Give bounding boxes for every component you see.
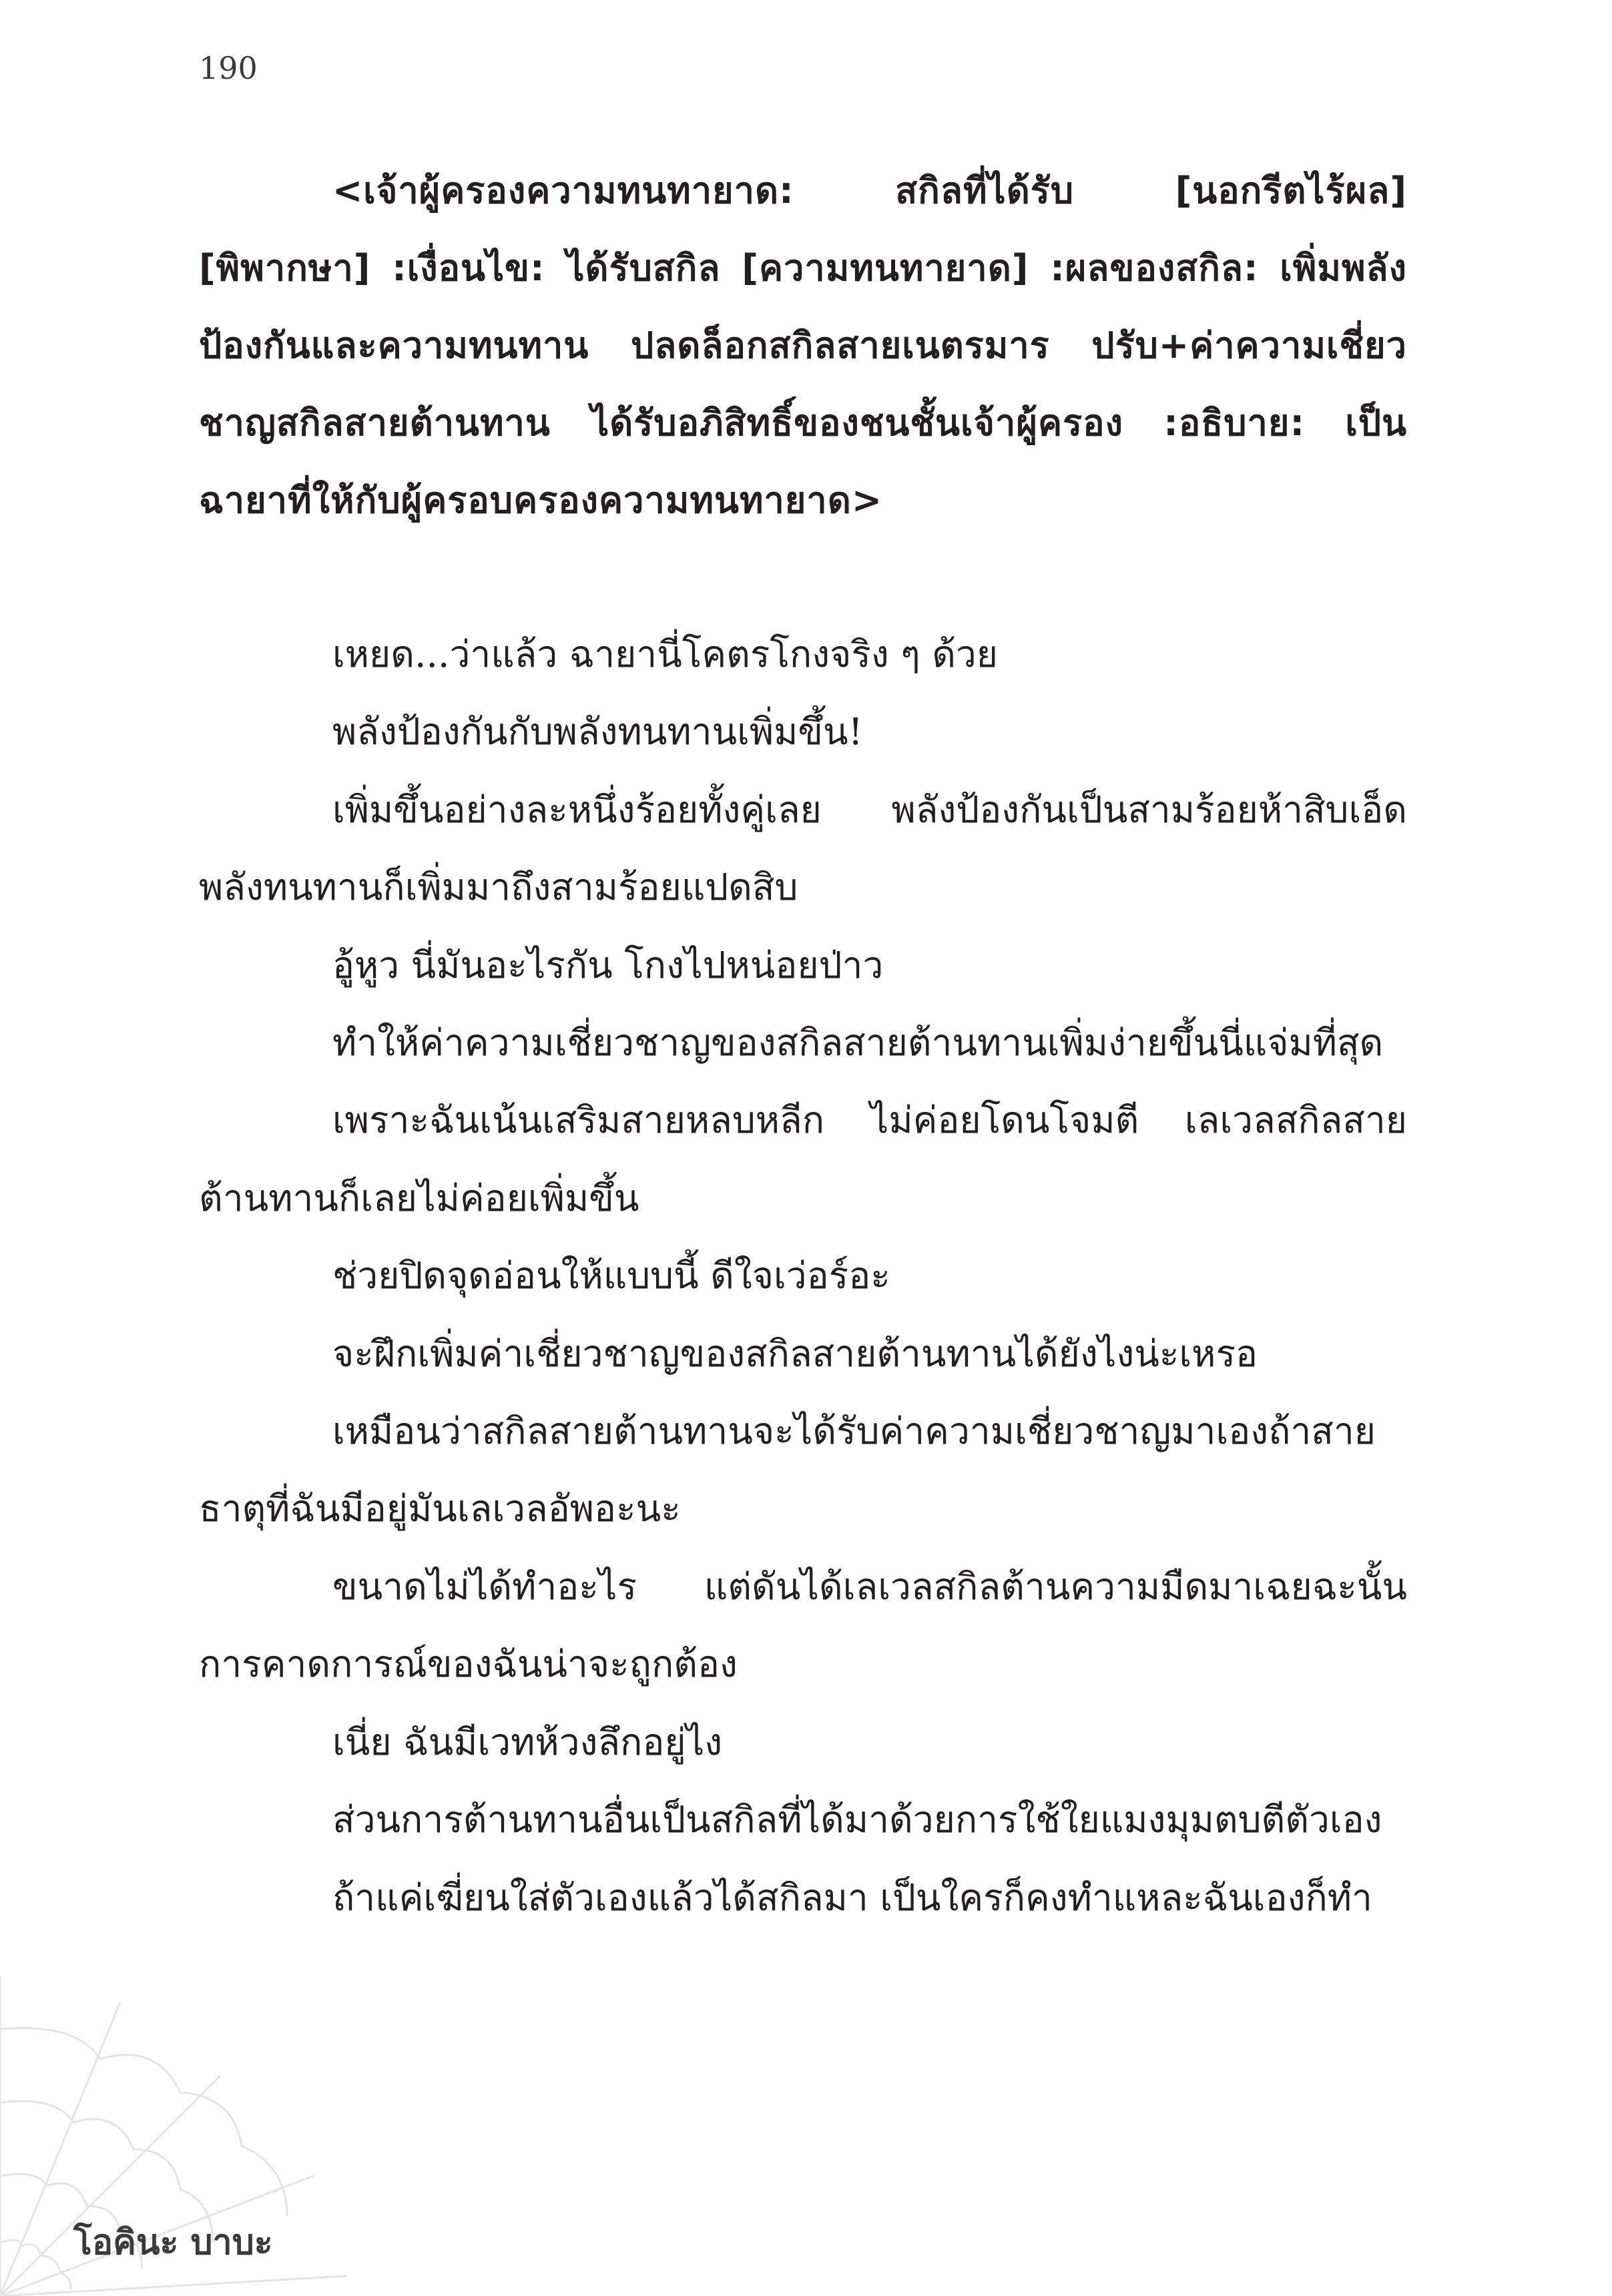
- system-message: <เจ้าผู้ครองความทนทายาด: สกิลที่ได้รับ [นอกรีตไร้ผล] [พิพากษา] :เงื่อนไข: ได้รับสกิล [ความทนทายาด] :ผลของสกิล: เพิ่มพลังป้องกันและความทนทาน ปลดล็อกสกิลสายเนตรมาร ปรับ+ค่าความเชี่ยวชาญสกิลสายต้านทาน ได้รับอภิสิทธิ์ของชนชั้นเจ้าผู้ครอง :อธิบาย: เป็นฉายาที่ให้กับผู้ครอบครองความทนทายาด>: [199, 170, 1407, 521]
- paragraph: เพราะฉันเน้นเสริมสายหลบหลีก ไม่ค่อยโดนโจมตี เลเวลสกิลสายต้านทานก็เลยไม่ค่อยเพิ่มขึ้น: [199, 1099, 1407, 1219]
- paragraph: เหยด...ว่าแล้ว ฉายานี่โคตรโกงจริง ๆ ด้วย: [332, 633, 999, 675]
- paragraph: ถ้าแค่เฆี่ยนใส่ตัวเองแล้วได้สกิลมา เป็นใครก็คงทำแหละฉันเองก็ทำ: [332, 1876, 1372, 1919]
- paragraph: ส่วนการต้านทานอื่นเป็นสกิลที่ได้มาด้วยการใช้ใยแมงมุมตบตีตัวเอง: [332, 1798, 1382, 1841]
- page-number: 190: [199, 50, 258, 86]
- paragraph: ขนาดไม่ได้ทำอะไร แต่ดันได้เลเวลสกิลต้านความมืดมาเฉยฉะนั้นการคาดการณ์ของฉันน่าจะถูกต้อง: [199, 1564, 1407, 1686]
- paragraph: อู้หูว นี่มันอะไรกัน โกงไปหน่อยป่าว: [332, 943, 884, 986]
- paragraph: เนี่ย ฉันมีเวทห้วงลึกอยู่ไง: [332, 1720, 723, 1763]
- story-body: [199, 615, 1407, 1936]
- paragraph: ช่วยปิดจุดอ่อนให้แบบนี้ ดีใจเว่อร์อะ: [332, 1254, 890, 1298]
- footer-author: โอคินะ บาบะ: [73, 2223, 273, 2263]
- paragraph: เพิ่มขึ้นอย่างละหนึ่งร้อยทั้งคู่เลย พลังป้องกันเป็นสามร้อยห้าสิบเอ็ด พลังทนทานก็เพิ่มมาถึงสามร้อยแปดสิบ: [199, 788, 1407, 909]
- paragraph: เหมือนว่าสกิลสายต้านทานจะได้รับค่าความเชี่ยวชาญมาเองถ้าสายธาตุที่ฉันมีอยู่มันเลเวลอัพอะนะ: [199, 1410, 1376, 1530]
- paragraph: พลังป้องกันกับพลังทนทานเพิ่มขึ้น!: [332, 710, 863, 754]
- paragraph: ทำให้ค่าความเชี่ยวชาญของสกิลสายต้านทานเพิ่มง่ายขึ้นนี่แจ่มที่สุด: [332, 1021, 1384, 1065]
- paragraph: จะฝึกเพิ่มค่าเชี่ยวชาญของสกิลสายต้านทานได้ยังไงน่ะเหรอ: [332, 1332, 1258, 1375]
